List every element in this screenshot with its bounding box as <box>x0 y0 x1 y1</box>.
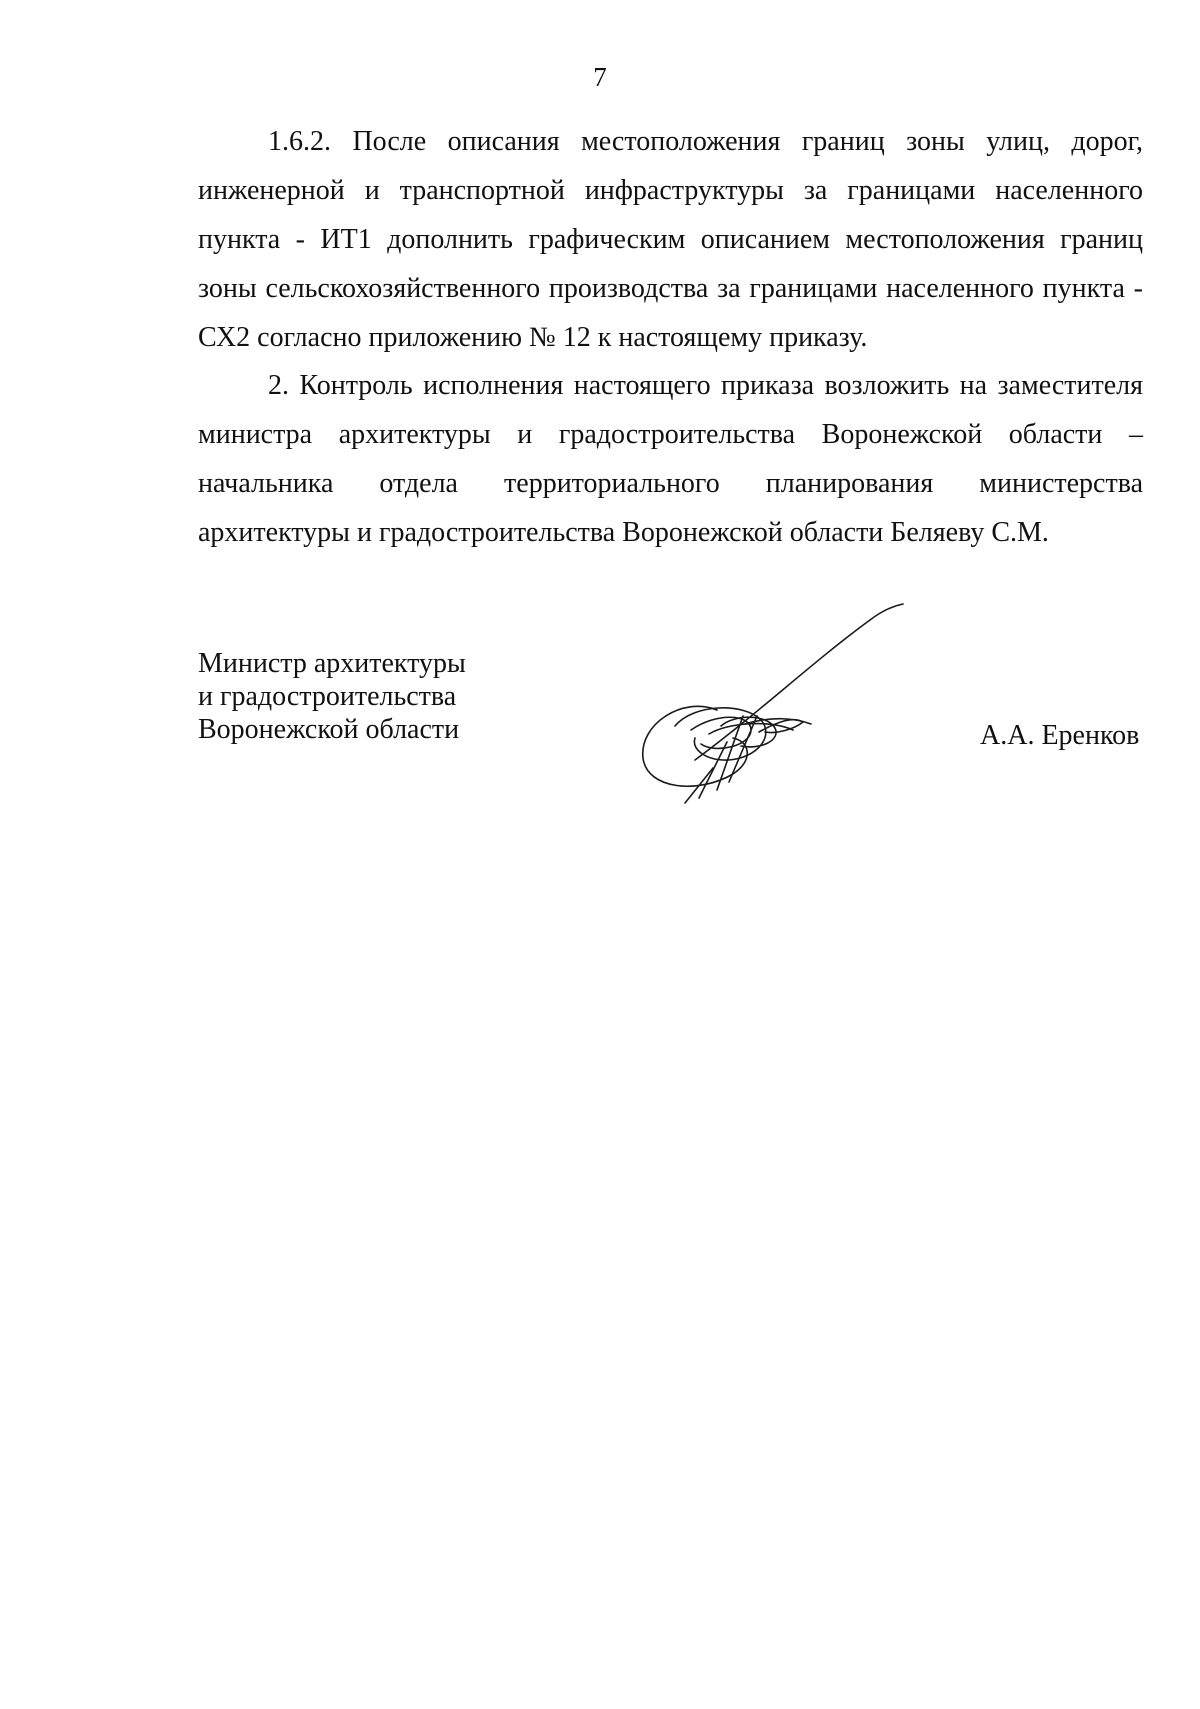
signer-title <box>198 647 528 746</box>
signer-name: А.А. Еренков <box>980 720 1140 751</box>
handwritten-signature <box>625 598 955 813</box>
signer-title-line: и градостроительства <box>198 681 457 712</box>
paragraph-1-6-2: 1.6.2. После описания местоположения границ зоны улиц, дорог, инженерной и транспортной инфраструктуры за границами населенного пункта - ИТ1 дополнить графическим описанием местоположения границ зоны сельскохозяйственного производства за границами населенного пункта - СХ2 согласно приложению № 12 к настоящему приказу. <box>198 126 1143 353</box>
page-number: 7 <box>593 62 607 92</box>
signer-title-line: Министр архитектуры <box>198 648 466 679</box>
signer-title-line: Воронежской области <box>198 714 460 745</box>
paragraph-2-control: 2. Контроль исполнения настоящего приказа возложить на заместителя министра архитектуры и градостроительства Воронежской области – начальника отдела территориального планирования министерства архитектуры и градостроительства Воронежской области Беляеву С.М. <box>198 370 1143 548</box>
